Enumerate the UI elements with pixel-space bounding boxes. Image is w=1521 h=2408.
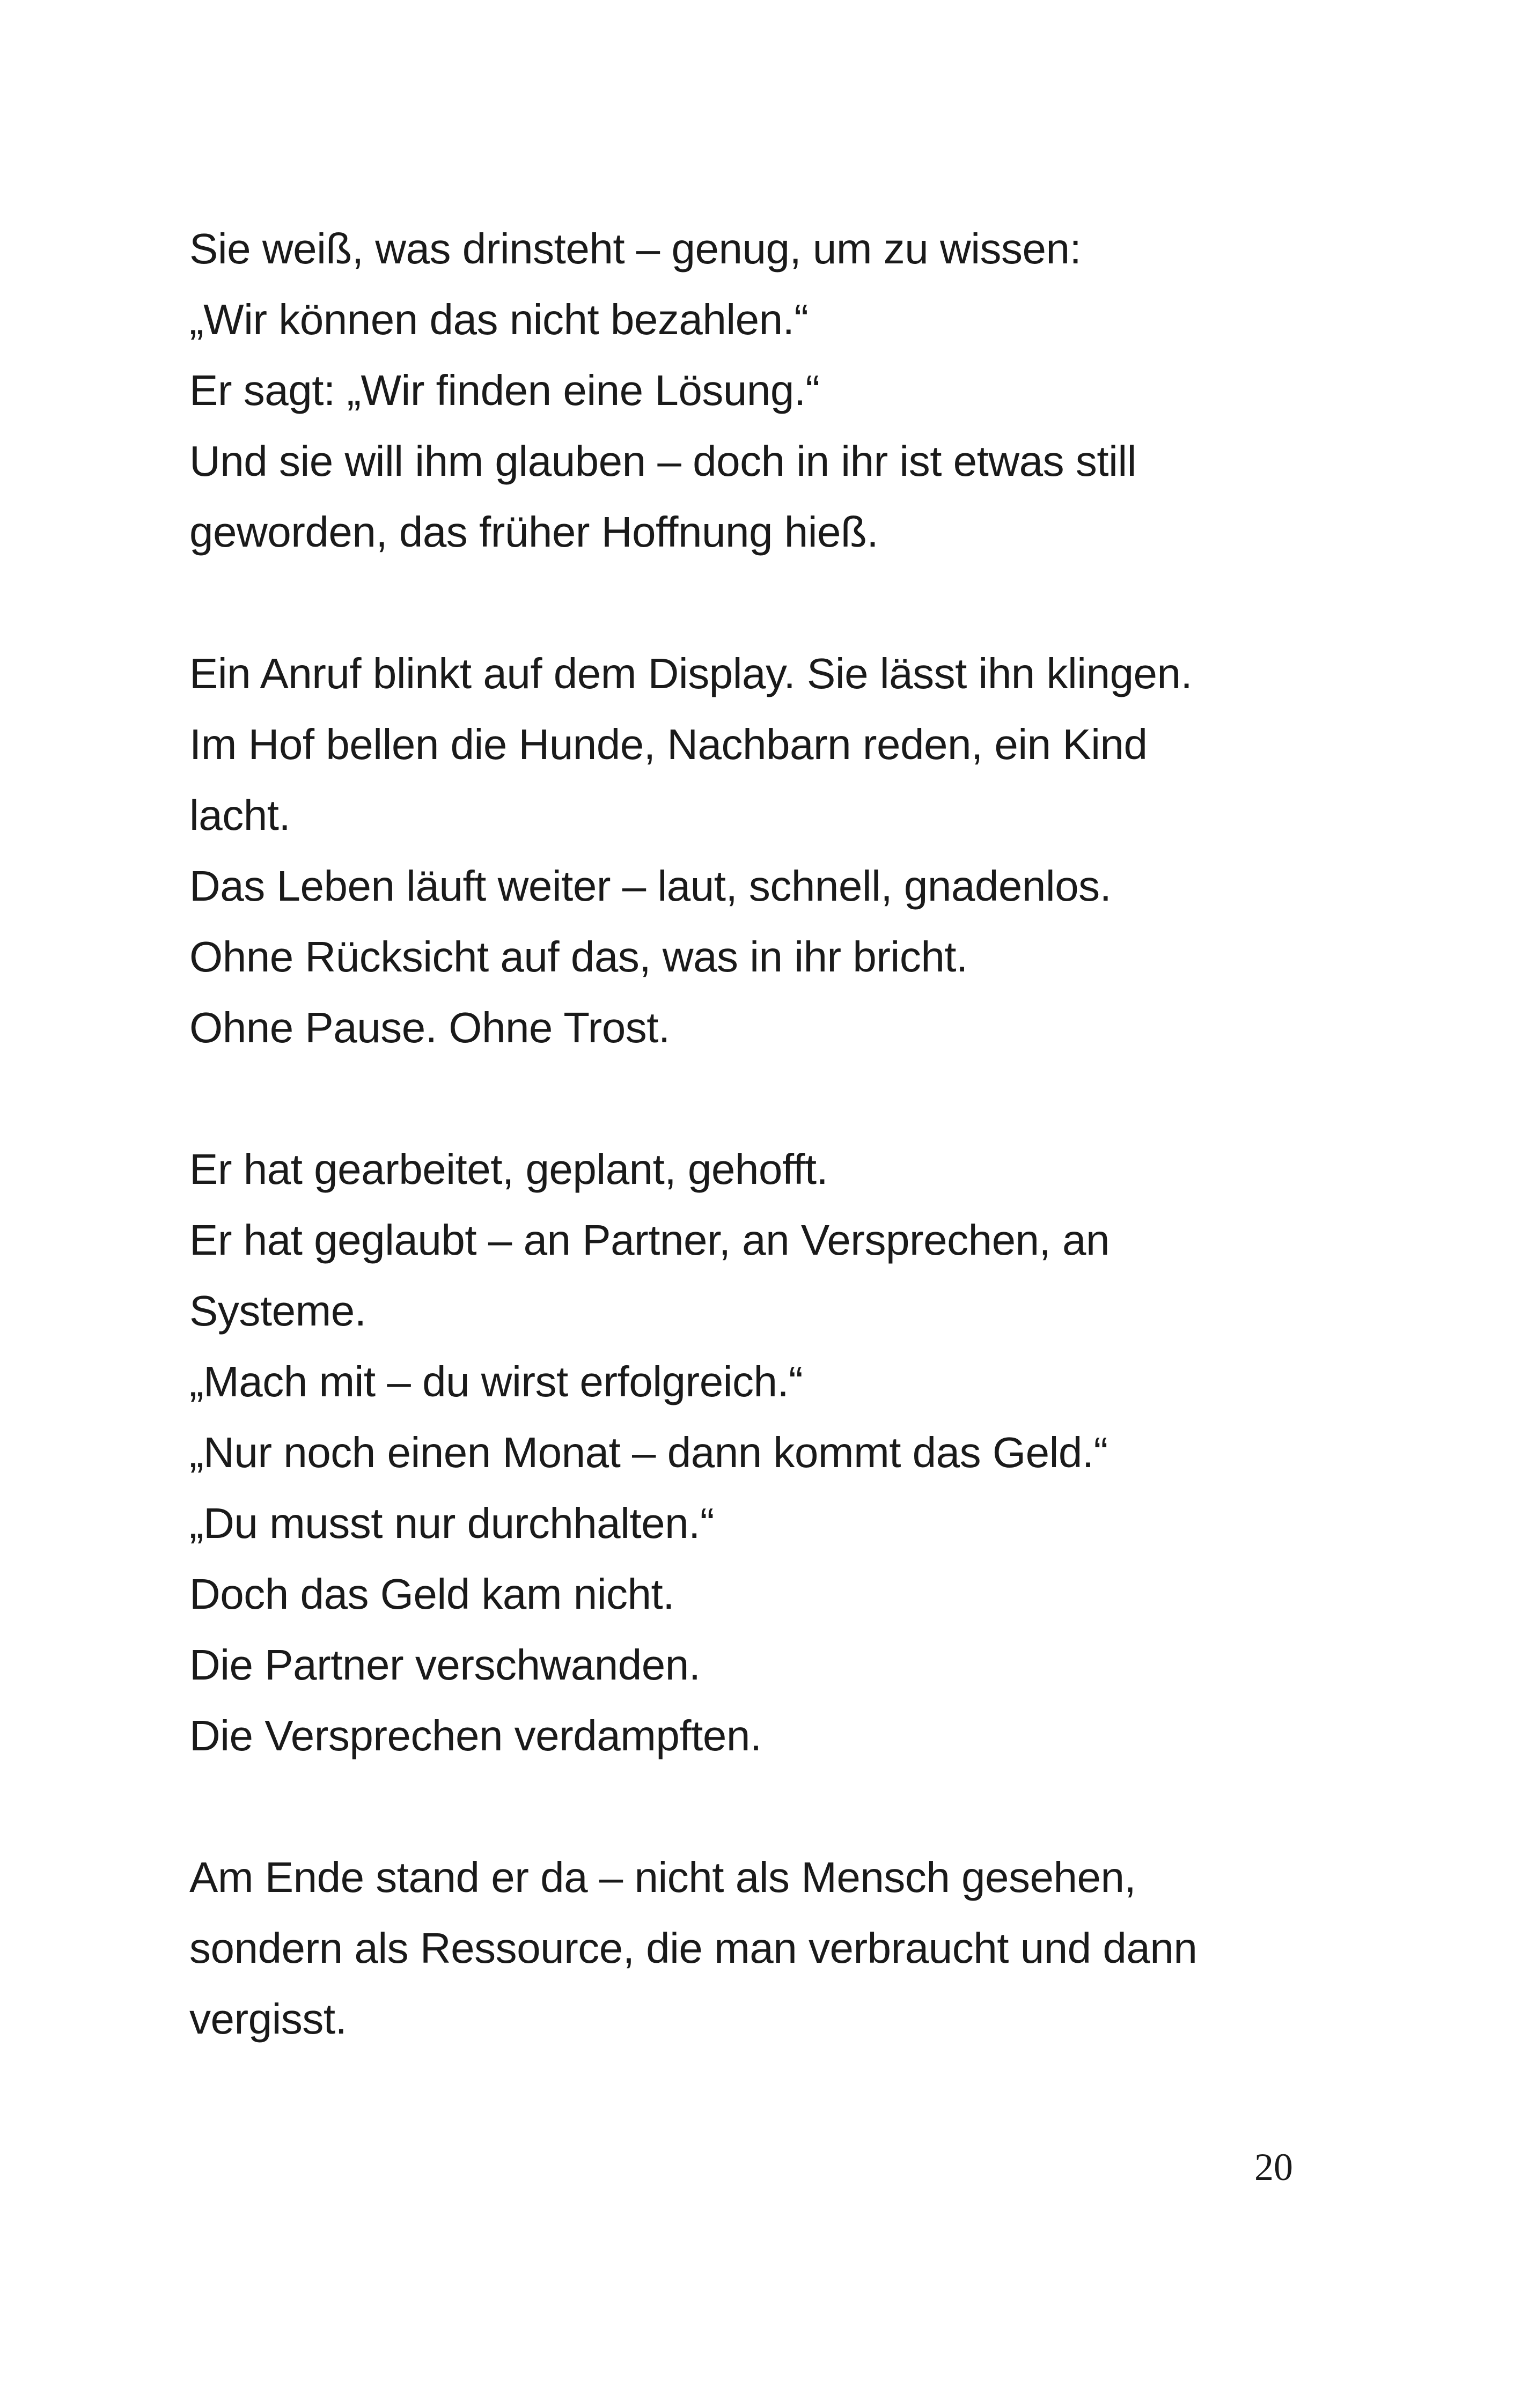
text-line: Die Partner verschwanden.	[189, 1641, 701, 1689]
text-line: Er hat geglaubt – an Partner, an Versprechen, an	[189, 1216, 1109, 1264]
page-number: 20	[1254, 2146, 1293, 2189]
text-line: „Nur noch einen Monat – dann kommt das Geld.“	[189, 1428, 1108, 1476]
paragraph-3	[189, 1134, 1343, 1771]
text-line: sondern als Ressource, die man verbraucht und dann	[189, 1924, 1197, 1972]
text-line: Die Versprechen verdampften.	[189, 1712, 762, 1759]
body-text	[189, 213, 1343, 2125]
text-line: Am Ende stand er da – nicht als Mensch gesehen,	[189, 1853, 1136, 1901]
text-line: Ein Anruf blinkt auf dem Display. Sie lässt ihn klingen.	[189, 650, 1193, 697]
paragraph-4	[189, 1842, 1343, 2054]
text-line: Im Hof bellen die Hunde, Nachbarn reden, ein Kind	[189, 720, 1148, 768]
text-line: Systeme.	[189, 1287, 366, 1335]
text-line: „Mach mit – du wirst erfolgreich.“	[189, 1358, 803, 1405]
text-line: „Wir können das nicht bezahlen.“	[189, 296, 809, 343]
text-line: Ohne Pause. Ohne Trost.	[189, 1004, 670, 1051]
text-line: geworden, das früher Hoffnung hieß.	[189, 508, 879, 556]
text-line: „Du musst nur durchhalten.“	[189, 1499, 715, 1547]
paragraph-1	[189, 213, 1343, 568]
text-line: Sie weiß, was drinsteht – genug, um zu wissen:	[189, 225, 1082, 273]
paragraph-2	[189, 638, 1343, 1063]
text-line: Das Leben läuft weiter – laut, schnell, gnadenlos.	[189, 862, 1112, 910]
text-line: vergisst.	[189, 1995, 347, 2043]
text-line: Ohne Rücksicht auf das, was in ihr bricht.	[189, 933, 968, 981]
text-line: Er sagt: „Wir finden eine Lösung.“	[189, 366, 820, 414]
text-line: Er hat gearbeitet, geplant, gehofft.	[189, 1145, 828, 1193]
text-line: lacht.	[189, 791, 291, 839]
text-line: Doch das Geld kam nicht.	[189, 1570, 674, 1618]
text-line: Und sie will ihm glauben – doch in ihr ist etwas still	[189, 437, 1136, 485]
